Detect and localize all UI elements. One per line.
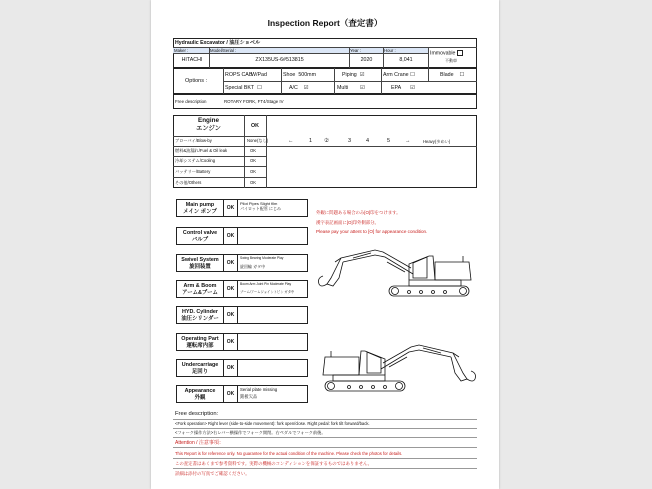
options-label: Options : (185, 78, 208, 84)
part-note: Pilot Pipes Slight film パイロット配管 にじみ (238, 199, 308, 217)
notice-jp-2: 漢字表記画面に[O]印外側部分。 (316, 220, 379, 225)
maker-label: Maker : (174, 47, 189, 53)
part-status: OK (224, 280, 238, 298)
model-label: Model/Serial : (210, 47, 237, 53)
scale-arrow-right: → (405, 138, 411, 144)
engine-row-value: OK (250, 180, 257, 185)
engine-row-label: その他/Others (175, 180, 202, 185)
scale-5: 5 (387, 138, 391, 144)
maker-value: HITACHI (181, 57, 203, 63)
engine-row-value: OK (250, 148, 257, 153)
warning-en: This Report is for reference only. No guarantee for the actual condition of the machine. Please check the photos for details. (175, 451, 403, 456)
part-name-swivel-system: Swivel System 旋回装置 (176, 254, 224, 272)
part-status: OK (224, 385, 238, 403)
engine-name: Engine エンジン (196, 117, 221, 132)
year-value: 2020 (360, 57, 373, 63)
option-multi: Multi ☑ (337, 85, 365, 91)
part-note: Swing Bearing Moderate Play 旋回輪 ガタ中 (238, 254, 308, 272)
free-description-row (173, 94, 477, 109)
engine-row-value: OK (250, 169, 257, 174)
option-epa: EPA ☑ (391, 85, 415, 91)
report-page (151, 0, 499, 489)
engine-row-value: None(なし) (247, 138, 269, 143)
blade-checkbox[interactable]: ☐ (459, 72, 465, 78)
attention-label: Attention / 注意事項： (175, 440, 224, 446)
hour-label: Hour : (384, 47, 396, 53)
bottom-free-label: Free description: (175, 411, 219, 417)
notice-jp-1: 外観に問題ある場合のみ[O]印をつけます。 (316, 210, 401, 215)
part-name-arm-boom: Arm & Boom アーム&ブーム (176, 280, 224, 298)
engine-row-label: バッテリー/Battery (175, 169, 211, 174)
model-value: ZX135US-6#513815 (255, 57, 304, 63)
option-ac: A/C ☑ (289, 85, 309, 91)
scale-2-selected: ② (324, 138, 329, 144)
engine-row-label: 燃料&油漏れ/Fuel & Oil leak (175, 148, 228, 153)
part-note (238, 359, 308, 377)
part-name-hyd-cylinder: HYD. Cylinder 油圧シリンダー (176, 306, 224, 324)
part-status: OK (224, 254, 238, 272)
part-name-appearance: Appearance 外観 (176, 385, 224, 403)
immovable-label: Immovable (430, 50, 463, 56)
engine-row-label: ブローバイ/Blow-by (175, 138, 212, 143)
part-status: OK (224, 199, 238, 217)
part-status: OK (224, 359, 238, 377)
part-note (238, 333, 308, 351)
part-status: OK (224, 306, 238, 324)
engine-row-label: 冷却システム/Cooling (175, 158, 216, 163)
free-description-value: ROTARY FORK, FT4/Stage IV (224, 99, 284, 104)
part-name-operating-part: Operating Part 運転席内部 (176, 333, 224, 351)
hour-value: 8,041 (399, 57, 413, 63)
warning-jp-2: 詳細は添付の写真でご確認ください。 (175, 471, 250, 476)
epa-checkbox[interactable]: ☑ (410, 85, 415, 91)
part-name-undercarriage: Undercarriage 足回り (176, 359, 224, 377)
option-rops-cab: ROPS CAB (225, 72, 253, 78)
ac-checkbox[interactable]: ☑ (303, 85, 309, 91)
section-title: Hydraulic Excavator / 油圧ショベル (175, 40, 261, 46)
scale-heavy: Heavy(多めい) (423, 138, 451, 144)
part-note (238, 227, 308, 245)
option-blade: Blade ☐ (440, 72, 465, 78)
scale-arrow-left: ← (288, 138, 294, 144)
arm-crane-checkbox[interactable]: ☐ (410, 72, 415, 78)
option-w-pad: W/Pad (251, 72, 267, 78)
piping-checkbox[interactable]: ☑ (359, 72, 365, 78)
part-name-control-valve: Control valve バルブ (176, 227, 224, 245)
part-note (238, 306, 308, 324)
option-shoe: Shoe 500mm (283, 72, 316, 78)
warning-jp-1: この査定書はあくまで参考資料です。実際の機械のコンディションを保証するものではありません。 (175, 461, 373, 466)
scale-4: 4 (366, 138, 370, 144)
year-label: Year : (350, 47, 362, 53)
fork-operation-en: <Fork operation> Right lever (side-to-side movement): fork open/close. Right pedal: fork tilt forward/back. (175, 421, 370, 426)
engine-status: OK (251, 123, 259, 129)
immovable-jp: 不動車 (445, 58, 457, 63)
part-note: Boom Arm Joint Pin Moderate Play ブーム/アームジョイントピン ガタ中 (238, 280, 308, 298)
excavator-diagram-side-reverse-icon (313, 343, 483, 397)
scale-1: 1 (309, 138, 313, 144)
option-special-bkt: Special BKT ☐ (225, 85, 262, 91)
free-description-label: Free description (175, 99, 207, 104)
excavator-diagram-side-icon (313, 248, 483, 302)
engine-row-value: OK (250, 158, 257, 163)
fork-operation-jp: <フォーク操作方法>右レバー横操作でフォーク開閉。右ペダルでフォーク前後。 (175, 430, 326, 435)
part-status: OK (224, 333, 238, 351)
scale-3: 3 (348, 138, 352, 144)
report-title: Inspection Report（査定書） (267, 18, 383, 28)
special-bkt-checkbox[interactable]: ☐ (257, 85, 262, 91)
option-arm-crane: Arm Crane ☐ (383, 72, 415, 78)
option-piping: Piping ☑ (342, 72, 365, 78)
notice-en: Please pay your attent to [O] for appearance condition. (316, 229, 428, 234)
part-note: Serial plate missing 銘板欠品 (238, 385, 308, 403)
immovable-checkbox[interactable] (457, 50, 463, 56)
part-status: OK (224, 227, 238, 245)
part-name-main-pump: Main pump メイン ポンプ (176, 199, 224, 217)
multi-checkbox[interactable]: ☑ (359, 85, 365, 91)
